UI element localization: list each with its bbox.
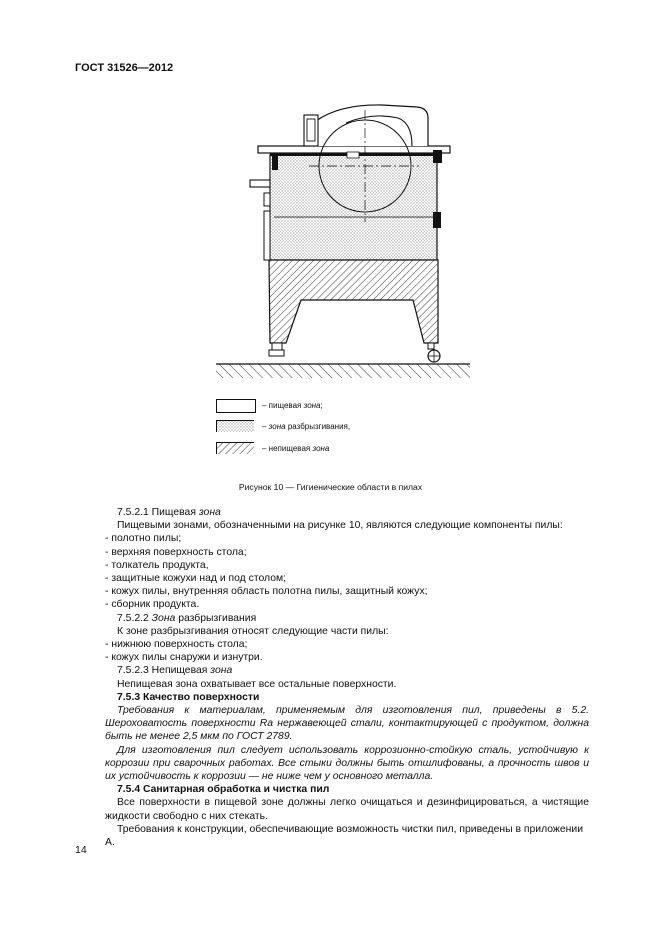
list-item: - толкатель продукта, <box>105 559 209 571</box>
list-item: - верхняя поверхность стола; <box>105 546 247 558</box>
saw-hygiene-figure <box>212 100 474 385</box>
legend-swatch-hatched <box>216 442 254 454</box>
paragraph: Все поверхности в пищевой зоне должны легко очищаться и дезинфицироваться, а чистящие жидкости свободно с них стекать. <box>105 797 589 822</box>
page-number: 14 <box>75 844 87 856</box>
legend-swatch-dotted <box>216 420 254 432</box>
paragraph: Для изготовления пил следует использовать коррозионно-стойкую сталь, устойчивую к коррозии при сварочных работах. Все стыки должны быть отшлифованы, а прочность швов и их устойчивость к коррозии — не ниже чем у основного металла. <box>105 744 589 783</box>
figure-caption: Рисунок 10 — Гигиенические области в пилах <box>238 482 423 492</box>
heading-7521: 7.5.2.1 Пищевая зона <box>117 507 221 518</box>
heading-754: 7.5.4 Санитарная обработка и чистка пил <box>117 784 330 796</box>
paragraph: Пищевыми зонами, обозначенными на рисунке 10, являются следующие компоненты пилы: <box>117 520 563 532</box>
splash-zone-body <box>270 155 437 260</box>
heading-753: 7.5.3 Качество поверхности <box>117 691 260 703</box>
list-item: - кожух пилы снаружи и изнутри. <box>105 652 263 664</box>
paragraph: К зоне разбрызгивания относят следующие части пилы: <box>117 625 389 637</box>
heading-7522: 7.5.2.2 Зона разбрызгивания <box>117 612 257 624</box>
list-item: - нижнюю поверхность стола; <box>105 639 248 651</box>
paragraph: Непищевая зона охватывает все остальные поверхности. <box>117 678 397 690</box>
legend-swatch-plain <box>216 399 256 413</box>
body-text <box>105 506 589 849</box>
paragraph: Требования к конструкции, обеспечивающие возможность чистки пил, приведены в приложении А. <box>105 823 583 849</box>
list-item: - сборник продукта. <box>105 599 200 611</box>
list-item: - защитные кожухи над и под столом; <box>105 573 287 585</box>
document-header: ГОСТ 31526—2012 <box>75 62 174 74</box>
list-item: - полотно пилы; <box>105 533 182 545</box>
list-item: - кожух пилы, внутренняя область полотна пилы, защитный кожух; <box>105 586 428 598</box>
heading-7523: 7.5.2.3 Непищевая зона <box>117 665 233 677</box>
non-food-zone-base <box>269 260 438 343</box>
paragraph: Требования к материалам, применяемым для изготовления пил, приведены в 5.2. Шероховатость поверхности Ra нержавеющей стали, контактирующей с продуктом, должна быть не менее 2,5 мкм по ГОСТ 2789. <box>105 705 589 743</box>
